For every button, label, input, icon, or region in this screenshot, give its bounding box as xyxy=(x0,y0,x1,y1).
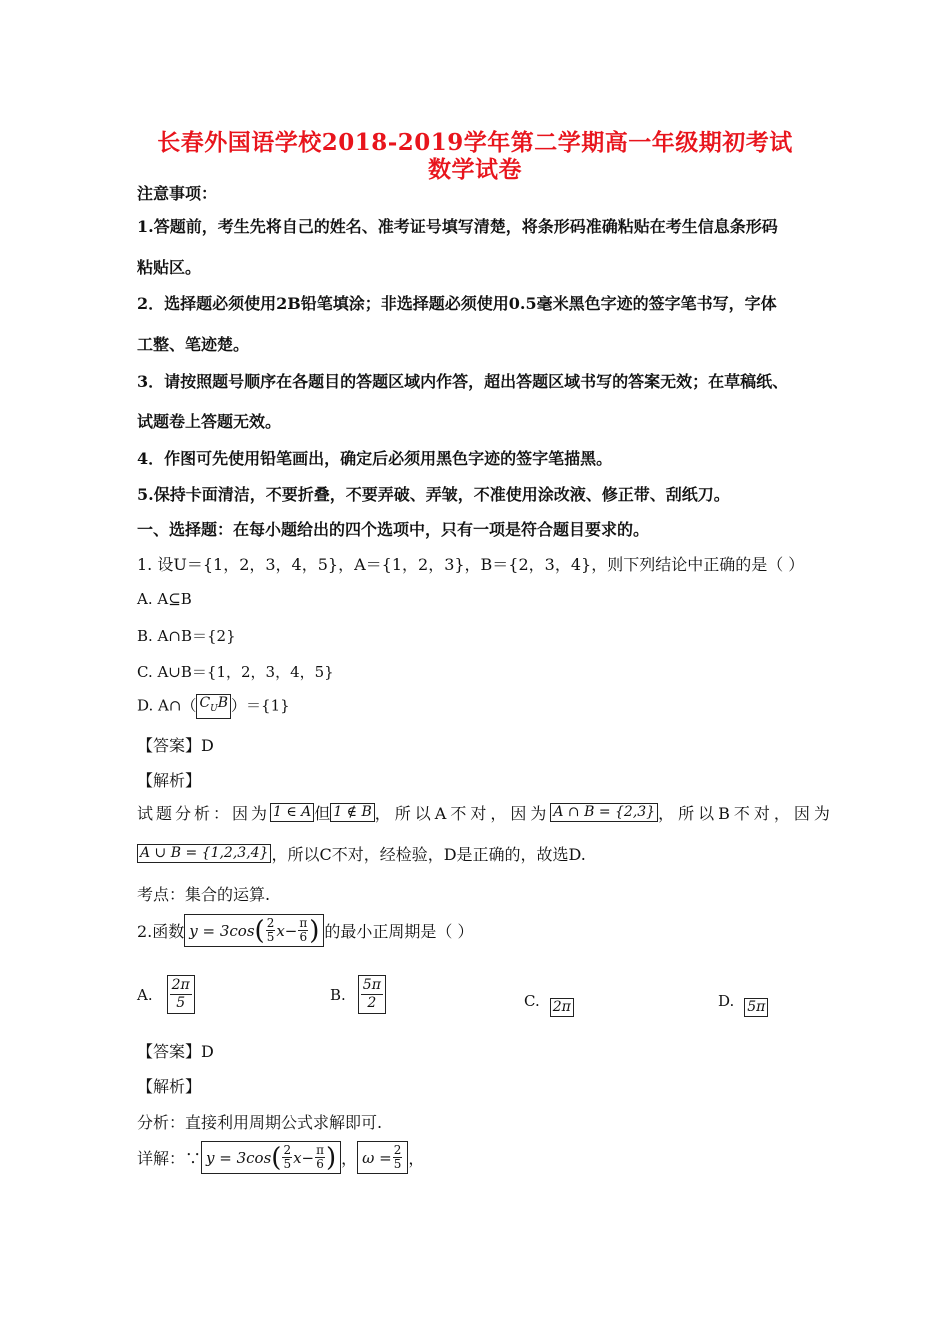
q2-option-c xyxy=(524,992,574,1017)
q1-analysis-label: 【解析】 xyxy=(137,771,202,790)
q1-analysis-line1 xyxy=(137,801,834,824)
q1-stem: 1. 设U＝{1，2，3，4，5}，A＝{1，2，3}，B＝{2，3，4}，则下列结论中正确的是（ ） xyxy=(137,555,805,574)
left-paren: ( xyxy=(271,1142,282,1173)
q2-fenxi: 分析：直接利用周期公式求解即可. xyxy=(137,1113,383,1132)
q2-option-b xyxy=(330,975,386,1014)
math-formula: 1 ∉ B xyxy=(330,803,374,822)
fraction-denominator: 2 xyxy=(367,995,377,1011)
notice-item-2a: 2．选择题必须使用2B铅笔填涂；非选择题必须使用0.5毫米黑色字迹的签字笔书写，字体 xyxy=(137,294,777,313)
fraction-denominator: 6 xyxy=(299,930,308,944)
q1-option-d-suffix: ）＝{1} xyxy=(231,696,290,715)
fraction-denominator: 6 xyxy=(316,1157,324,1171)
fraction-denominator: 5 xyxy=(266,930,275,944)
fraction-numerator: 5π xyxy=(362,977,381,993)
q2-option-d xyxy=(718,992,768,1017)
fraction xyxy=(315,1144,325,1171)
detail-end: ， xyxy=(408,1149,425,1168)
math-formula: 1 ∈ A xyxy=(270,803,314,822)
detail-prefix: 详解：∵ xyxy=(137,1149,202,1168)
math-formula: A ∩ B = {2,3} xyxy=(550,803,658,822)
notice-item-4: 4．作图可先使用铅笔画出，确定后必须用黑色字迹的签字笔描黑。 xyxy=(137,449,613,468)
fraction-denominator: 5 xyxy=(176,995,186,1011)
analysis-text: 试题分析：因为 xyxy=(137,804,271,823)
q2-suffix: 的最小正周期是（ ） xyxy=(324,922,474,941)
omega-formula xyxy=(357,1141,408,1174)
fraction xyxy=(298,917,308,944)
notice-item-3a: 3．请按照题号顺序在各题目的答题区域内作答，超出答题区域书写的答案无效；在草稿纸、 xyxy=(137,372,789,391)
q1-option-c: C. A∪B＝{1，2，3，4，5} xyxy=(137,663,334,681)
formula-text: y = 3cos xyxy=(206,1148,272,1167)
notice-item-5: 5.保持卡面清洁，不要折叠，不要弄破、弄皱，不准使用涂改液、修正带、刮纸刀。 xyxy=(137,485,730,504)
fraction-box xyxy=(167,975,195,1014)
q1-option-a: A. A⊆B xyxy=(137,590,192,608)
section-heading: 一、选择题：在每小题给出的四个选项中，只有一项是符合题目要求的。 xyxy=(137,520,650,539)
fraction-box xyxy=(358,975,386,1014)
q2-detail xyxy=(137,1141,424,1174)
complement-symbol: C xyxy=(199,695,211,711)
fraction-numerator: 2π xyxy=(171,977,190,993)
q1-option-d xyxy=(137,694,290,719)
q1-kaodian: 考点：集合的运算. xyxy=(137,885,271,904)
fraction-denominator: 5 xyxy=(393,1157,402,1171)
q2-answer: 【答案】D xyxy=(137,1042,214,1061)
function-formula xyxy=(184,914,324,947)
analysis-text: ，所以B不对，因为 xyxy=(658,804,834,823)
option-label: A. xyxy=(137,985,153,1004)
right-paren: ) xyxy=(326,1142,337,1173)
left-paren: ( xyxy=(254,915,265,946)
q1-answer: 【答案】D xyxy=(137,736,214,755)
q2-stem xyxy=(137,914,474,947)
fraction-numerator: 2 xyxy=(393,1143,402,1157)
analysis-text: ，所以C不对，经检验，D是正确的，故选D. xyxy=(271,845,586,864)
fraction-numerator: π xyxy=(316,1143,324,1157)
formula-text: x− xyxy=(276,921,298,940)
complement-formula xyxy=(196,694,231,719)
notice-item-3b: 试题卷上答题无效。 xyxy=(137,412,282,431)
analysis-text: ，所以A不对，因为 xyxy=(374,804,551,823)
fraction xyxy=(393,1144,403,1171)
detail-separator: ， xyxy=(341,1149,358,1168)
option-label: D. xyxy=(718,992,735,1010)
function-formula xyxy=(201,1141,341,1174)
formula-text: x− xyxy=(293,1148,315,1167)
notice-item-1a: 1.答题前，考生先将自己的姓名、准考证号填写清楚，将条形码准确粘贴在考生信息条形码 xyxy=(137,217,778,236)
math-formula: A ∪ B = {1,2,3,4} xyxy=(137,844,271,863)
q2-prefix: 2.函数 xyxy=(137,922,185,941)
fraction-numerator: π xyxy=(299,916,308,930)
analysis-text: 但 xyxy=(314,804,331,823)
option-label: C. xyxy=(524,992,540,1010)
formula-text: ω = xyxy=(362,1148,392,1167)
right-paren: ) xyxy=(309,915,320,946)
fraction xyxy=(282,1144,292,1171)
notice-item-2b: 工整、笔迹楚。 xyxy=(137,335,250,354)
notice-item-1b: 粘贴区。 xyxy=(137,258,202,277)
math-value: 5π xyxy=(744,998,768,1017)
fraction-numerator: 2 xyxy=(266,916,275,930)
formula-text: y = 3cos xyxy=(189,921,255,940)
option-label: B. xyxy=(330,985,346,1004)
complement-subscript: U xyxy=(210,703,218,714)
page-title: 长春外国语学校2018-2019学年第二学期高一年级期初考试 xyxy=(157,129,793,156)
fraction xyxy=(266,917,276,944)
math-value: 2π xyxy=(550,998,574,1017)
q1-option-b: B. A∩B＝{2} xyxy=(137,627,236,645)
complement-set: B xyxy=(217,695,229,711)
q1-analysis-line2 xyxy=(137,842,586,865)
q1-option-d-prefix: D. A∩（ xyxy=(137,696,197,715)
q2-option-a xyxy=(137,975,195,1014)
q2-analysis-label: 【解析】 xyxy=(137,1077,202,1096)
page-subtitle: 数学试卷 xyxy=(428,156,522,183)
fraction-denominator: 5 xyxy=(283,1157,292,1171)
notice-heading: 注意事项： xyxy=(137,184,218,203)
fraction-numerator: 2 xyxy=(283,1143,292,1157)
